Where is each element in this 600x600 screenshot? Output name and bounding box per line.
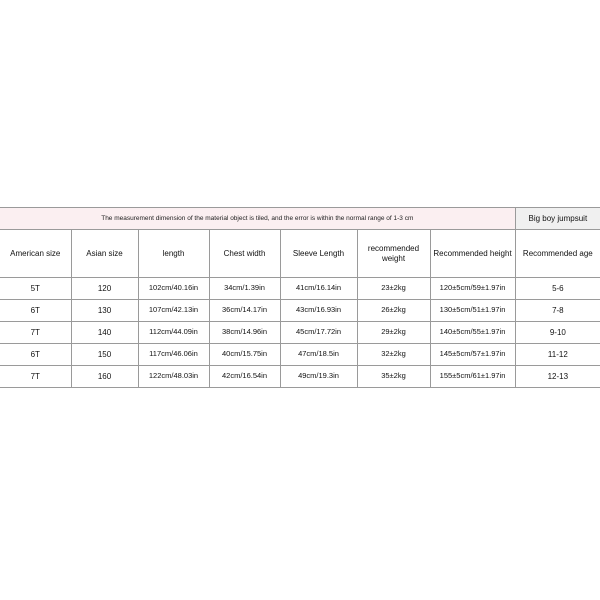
cell-recommended-height: 130±5cm/51±1.97in xyxy=(430,300,515,322)
cell-recommended-weight: 29±2kg xyxy=(357,322,430,344)
cell-recommended-age: 5-6 xyxy=(515,278,600,300)
cell-recommended-age: 7-8 xyxy=(515,300,600,322)
cell-sleeve-length: 47cm/18.5in xyxy=(280,344,357,366)
cell-recommended-weight: 23±2kg xyxy=(357,278,430,300)
cell-chest-width: 40cm/15.75in xyxy=(209,344,280,366)
cell-asian-size: 140 xyxy=(71,322,138,344)
cell-length: 112cm/44.09in xyxy=(138,322,209,344)
header-asian-size: Asian size xyxy=(71,230,138,278)
cell-sleeve-length: 49cm/19.3in xyxy=(280,366,357,388)
cell-recommended-age: 9-10 xyxy=(515,322,600,344)
header-length: length xyxy=(138,230,209,278)
cell-chest-width: 42cm/16.54in xyxy=(209,366,280,388)
header-american-size: American size xyxy=(0,230,71,278)
cell-american-size: 5T xyxy=(0,278,71,300)
cell-length: 122cm/48.03in xyxy=(138,366,209,388)
cell-length: 102cm/40.16in xyxy=(138,278,209,300)
cell-chest-width: 38cm/14.96in xyxy=(209,322,280,344)
cell-chest-width: 36cm/14.17in xyxy=(209,300,280,322)
cell-sleeve-length: 43cm/16.93in xyxy=(280,300,357,322)
cell-recommended-weight: 26±2kg xyxy=(357,300,430,322)
table-row xyxy=(0,344,600,366)
cell-american-size: 6T xyxy=(0,344,71,366)
header-chest-width: Chest width xyxy=(209,230,280,278)
table-row xyxy=(0,366,600,388)
header-sleeve-length: Sleeve Length xyxy=(280,230,357,278)
cell-sleeve-length: 45cm/17.72in xyxy=(280,322,357,344)
cell-american-size: 7T xyxy=(0,322,71,344)
cell-american-size: 7T xyxy=(0,366,71,388)
cell-recommended-height: 145±5cm/57±1.97in xyxy=(430,344,515,366)
cell-chest-width: 34cm/1.39in xyxy=(209,278,280,300)
cell-asian-size: 120 xyxy=(71,278,138,300)
header-row xyxy=(0,230,600,278)
cell-recommended-weight: 32±2kg xyxy=(357,344,430,366)
table-row xyxy=(0,300,600,322)
table-row xyxy=(0,322,600,344)
cell-recommended-height: 140±5cm/55±1.97in xyxy=(430,322,515,344)
cell-length: 117cm/46.06in xyxy=(138,344,209,366)
cell-asian-size: 150 xyxy=(71,344,138,366)
size-chart-table xyxy=(0,207,600,388)
header-recommended-age: Recommended age xyxy=(515,230,600,278)
size-rows xyxy=(0,278,600,388)
table-row xyxy=(0,278,600,300)
cell-sleeve-length: 41cm/16.14in xyxy=(280,278,357,300)
header-recommended-height: Recommended height xyxy=(430,230,515,278)
notice-row xyxy=(0,208,600,230)
cell-recommended-age: 12-13 xyxy=(515,366,600,388)
cell-recommended-height: 155±5cm/61±1.97in xyxy=(430,366,515,388)
header-recommended-weight: recommended weight xyxy=(357,230,430,278)
cell-asian-size: 160 xyxy=(71,366,138,388)
cell-recommended-height: 120±5cm/59±1.97in xyxy=(430,278,515,300)
cell-recommended-weight: 35±2kg xyxy=(357,366,430,388)
cell-length: 107cm/42.13in xyxy=(138,300,209,322)
measurement-notice: The measurement dimension of the material object is tiled, and the error is within the normal range of 1-3 cm xyxy=(0,208,515,230)
cell-asian-size: 130 xyxy=(71,300,138,322)
cell-american-size: 6T xyxy=(0,300,71,322)
cell-recommended-age: 11-12 xyxy=(515,344,600,366)
product-name: Big boy jumpsuit xyxy=(515,208,600,230)
